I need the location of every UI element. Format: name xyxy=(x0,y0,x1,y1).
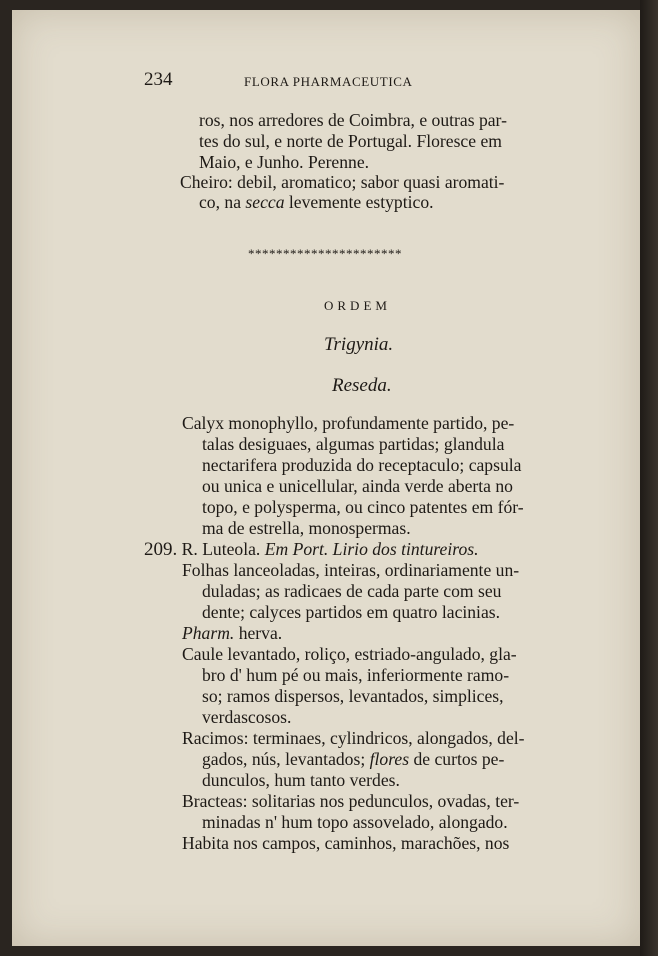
order-heading: ORDEM xyxy=(324,298,391,313)
text-line: Calyx monophyllo, profundamente partido, pe- xyxy=(182,413,515,433)
running-title: FLORA PHARMACEUTICA xyxy=(244,74,413,89)
text-line: ou unica e unicellular, ainda verde aberta no xyxy=(202,476,513,496)
species-common-name: Em Port. Lirio dos tintureiros. xyxy=(264,539,479,559)
text-line: Maio, e Junho. Perenne. xyxy=(199,152,370,172)
order-name: Trigynia. xyxy=(324,334,394,355)
text-fragment: levemente estyptico. xyxy=(288,192,434,212)
text-fragment: gados, nús, levantados; xyxy=(202,749,366,769)
text-line: ros, nos arredores de Coimbra, e outras par- xyxy=(199,110,507,130)
book-page xyxy=(12,10,640,946)
text-line: minadas n' hum topo assovelado, alongado. xyxy=(202,812,508,832)
text-line: ma de estrella, monospermas. xyxy=(202,518,411,538)
text-line: dunculos, hum tanto verdes. xyxy=(202,770,400,790)
pharm-line xyxy=(182,623,282,644)
text-fragment: co, na xyxy=(199,192,242,212)
text-line: verdascosos. xyxy=(202,707,292,727)
pharm-value: herva. xyxy=(238,623,283,643)
text-line: Cheiro: debil, aromatico; sabor quasi aromati- xyxy=(180,172,505,192)
text-line xyxy=(199,192,434,213)
text-fragment: de curtos pe- xyxy=(413,749,505,769)
text-line xyxy=(202,749,504,770)
text-line: Bracteas: solitarias nos pedunculos, ovadas, ter- xyxy=(182,791,520,811)
text-line: bro d' hum pé ou mais, inferiormente ramo- xyxy=(202,665,510,685)
text-line: dente; calyces partidos em quatro lacinias. xyxy=(202,602,501,622)
book-spine xyxy=(640,0,658,956)
text-line: talas desiguaes, algumas partidas; glandula xyxy=(202,434,505,454)
italic-word: flores xyxy=(369,749,410,769)
text-line: nectarifera produzida do receptaculo; capsula xyxy=(202,455,522,475)
text-line: Folhas lanceoladas, inteiras, ordinariamente un- xyxy=(182,560,520,580)
genus-heading: Reseda. xyxy=(332,375,392,396)
section-divider: ********************** xyxy=(248,246,402,261)
italic-word: secca xyxy=(245,192,285,212)
text-line: Caule levantado, roliço, estriado-angulado, gla- xyxy=(182,644,517,664)
page-number: 234 xyxy=(144,69,173,90)
species-number: 209. xyxy=(144,539,178,560)
text-line: Habita nos campos, caminhos, marachões, nos xyxy=(182,833,510,853)
species-name: R. Luteola. xyxy=(181,539,261,559)
species-heading xyxy=(144,539,479,561)
text-line: duladas; as radicaes de cada parte com seu xyxy=(202,581,502,601)
pharm-label: Pharm. xyxy=(182,623,235,643)
text-line: Racimos: terminaes, cylindricos, alongados, del- xyxy=(182,728,525,748)
text-line: tes do sul, e norte de Portugal. Floresce em xyxy=(199,131,502,151)
text-line: topo, e polysperma, ou cinco patentes em fór- xyxy=(202,497,524,517)
text-line: so; ramos dispersos, levantados, simplices, xyxy=(202,686,504,706)
